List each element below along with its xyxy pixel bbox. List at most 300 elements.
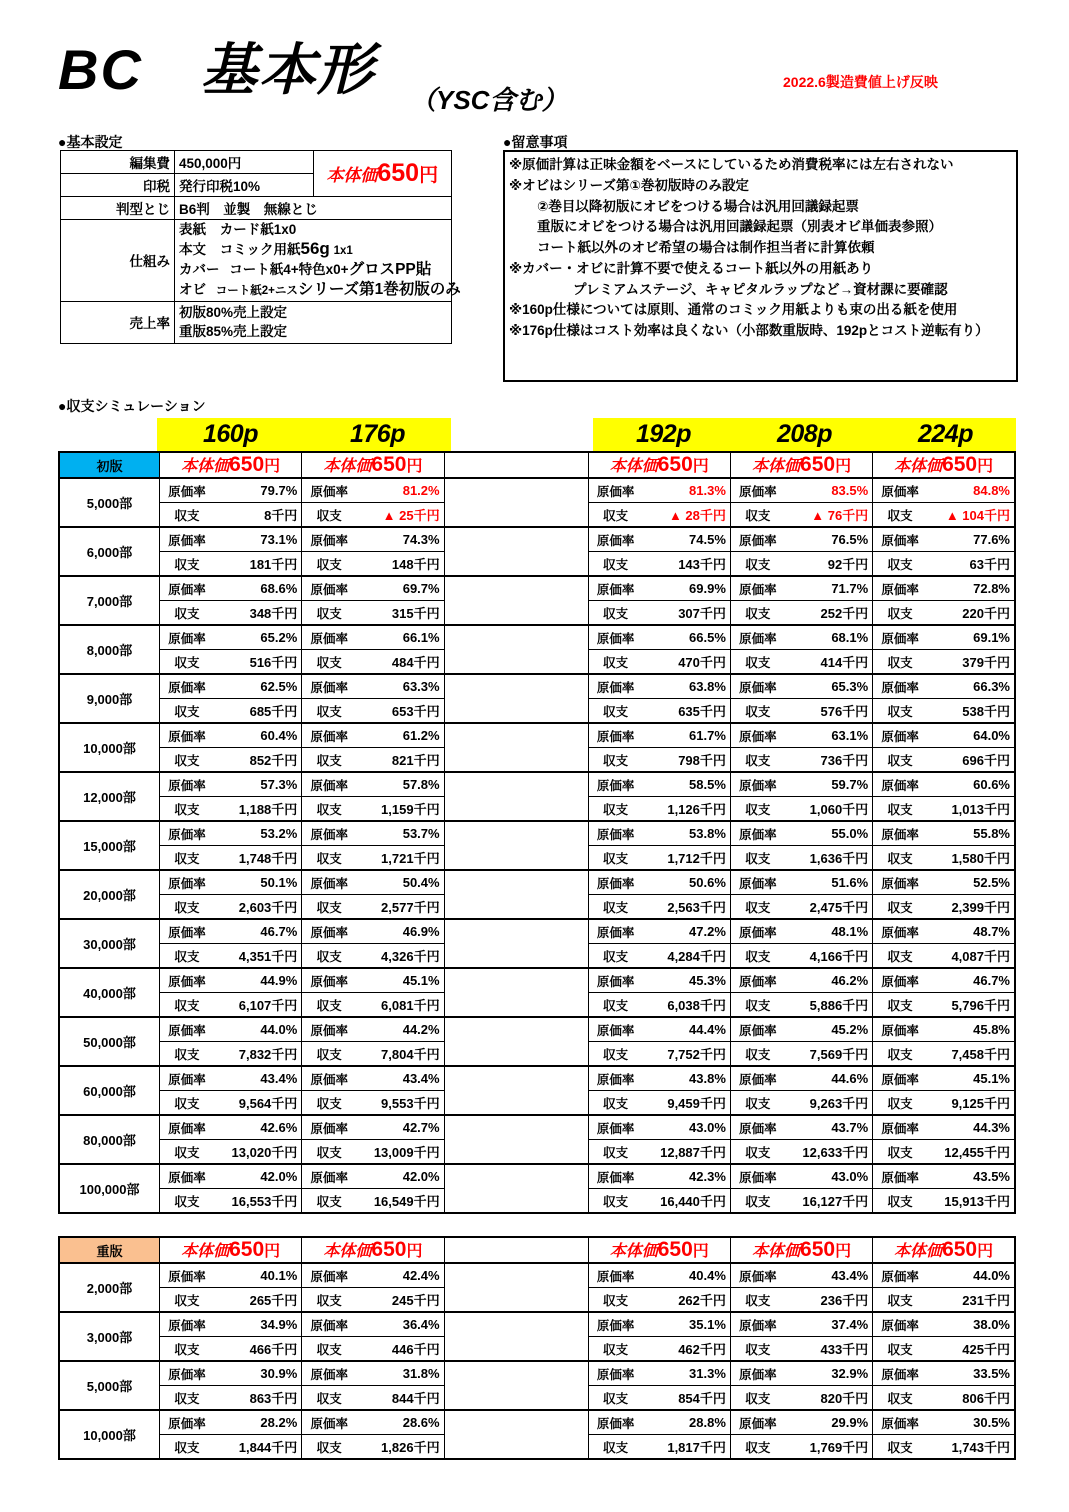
metric-label: 原価率 (596, 827, 635, 842)
balance-cell-160p (160, 1189, 302, 1214)
table-row (61, 151, 452, 174)
metric-value: 4,351千円 (238, 949, 298, 964)
balance-cell-192p (588, 895, 730, 920)
metric-label: 原価率 (310, 925, 349, 940)
metric-label: 収支 (887, 1293, 913, 1308)
cost-rate-cell-176p (302, 1312, 444, 1337)
print-run-label: 10,000部 (59, 723, 160, 772)
metric-value: 1,743千円 (951, 1440, 1010, 1455)
metric-value: 69.7% (402, 581, 440, 596)
cost-rate-cell-224p (873, 1361, 1015, 1386)
metric-label: 収支 (174, 606, 200, 621)
metric-label: 原価率 (168, 1416, 206, 1431)
metric-value: 44.6% (831, 1071, 869, 1086)
basic-settings-label: ●基本設定 (58, 134, 123, 150)
metric-value: 45.2% (831, 1022, 869, 1037)
metric-value: 46.7% (973, 973, 1010, 988)
metric-value: 65.2% (260, 630, 298, 645)
cost-rate-cell-192p (588, 723, 730, 748)
price-header-192p (588, 1237, 730, 1263)
metric-label: 原価率 (739, 1170, 777, 1185)
metric-value: 31.8% (402, 1366, 440, 1381)
metric-label: 収支 (603, 1096, 629, 1111)
metric-value: 1,636千円 (809, 851, 869, 866)
metric-label: 原価率 (168, 974, 206, 989)
metric-label: 原価率 (596, 925, 635, 940)
obi-value-condition: シリーズ第1巻初版のみ (297, 280, 461, 298)
metric-label: 収支 (316, 655, 342, 670)
price-prefix: 本体価 (609, 458, 658, 475)
price-amount: 650 (800, 1238, 836, 1261)
price-prefix: 本体価 (181, 458, 230, 475)
metric-label: 収支 (316, 1145, 342, 1160)
retail-price-prefix: 本体価 (326, 166, 378, 185)
balance-cell-160p (160, 1042, 302, 1067)
metric-label: 収支 (174, 655, 200, 670)
metric-label: 収支 (603, 1391, 629, 1406)
metric-label: 収支 (745, 508, 771, 523)
metric-label: 収支 (887, 704, 913, 719)
print-run-label: 9,000部 (59, 674, 160, 723)
metric-value: 2,577千円 (381, 900, 440, 915)
metric-label: 原価率 (310, 582, 349, 597)
balance-cell-224p (873, 797, 1015, 822)
metric-label: 収支 (603, 1047, 629, 1062)
cost-rate-cell-176p (302, 1410, 444, 1435)
cost-rate-cell-224p (873, 821, 1015, 846)
metric-value: 43.4% (402, 1071, 440, 1086)
metric-value: 92千円 (827, 557, 869, 572)
balance-cell-176p (302, 1435, 444, 1460)
page-subtitle: （YSC含む） (410, 85, 568, 115)
metric-label: 収支 (887, 1342, 913, 1357)
balance-cell-176p (302, 1337, 444, 1362)
balance-cell-160p (160, 797, 302, 822)
metric-label: 原価率 (168, 729, 206, 744)
metric-label: 収支 (745, 753, 771, 768)
metric-value: 63.3% (402, 679, 440, 694)
cost-rate-cell-224p (873, 723, 1015, 748)
metric-value: 484千円 (391, 655, 440, 670)
balance-cell-176p (302, 1091, 444, 1116)
metric-label: 原価率 (310, 1072, 349, 1087)
cost-rate-cell-160p (160, 870, 302, 895)
metric-label: 収支 (174, 1194, 200, 1209)
metric-value: 44.3% (973, 1120, 1010, 1135)
page-count-192p: 192p (636, 420, 691, 448)
metric-label: 原価率 (739, 631, 777, 646)
basic-settings-table (60, 150, 461, 344)
metric-value: 1,126千円 (667, 802, 726, 817)
price-prefix: 本体価 (894, 458, 943, 475)
balance-cell-176p (302, 895, 444, 920)
metric-value: 16,553千円 (231, 1194, 298, 1209)
metric-label: 原価率 (596, 876, 635, 891)
metric-value: 4,326千円 (381, 949, 440, 964)
cost-rate-cell-160p (160, 1410, 302, 1435)
metric-value: ▲ 76千円 (811, 508, 869, 523)
metric-value: 9,564千円 (238, 1096, 298, 1111)
spacer-column (444, 527, 588, 576)
format-label: 判型とじ (61, 197, 175, 220)
metric-label: 原価率 (168, 582, 206, 597)
metric-value: 43.5% (973, 1169, 1010, 1184)
balance-cell-192p (588, 993, 730, 1018)
table-row (59, 821, 1015, 846)
price-amount: 650 (800, 453, 836, 476)
metric-label: 収支 (745, 557, 771, 572)
metric-label: 収支 (745, 802, 771, 817)
balance-cell-176p (302, 503, 444, 528)
metric-label: 収支 (603, 802, 629, 817)
metric-label: 収支 (603, 949, 629, 964)
cost-rate-cell-208p (730, 1017, 872, 1042)
balance-cell-176p (302, 552, 444, 577)
metric-value: 74.5% (689, 532, 726, 547)
metric-label: 原価率 (739, 1072, 777, 1087)
metric-value: 7,804千円 (381, 1047, 440, 1062)
table-row (59, 1115, 1015, 1140)
metric-label: 原価率 (310, 729, 349, 744)
metric-label: 収支 (887, 1440, 913, 1455)
metric-label: 原価率 (596, 1416, 635, 1431)
spacer-column (444, 723, 588, 772)
table-row (59, 968, 1015, 993)
metric-label: 収支 (316, 949, 342, 964)
balance-cell-208p (730, 1435, 872, 1460)
metric-value: 57.3% (260, 777, 298, 792)
price-prefix: 本体価 (323, 1243, 372, 1260)
metric-value: 42.3% (689, 1169, 726, 1184)
metric-label: 収支 (174, 1440, 200, 1455)
cost-rate-cell-208p (730, 674, 872, 699)
metric-label: 原価率 (739, 533, 777, 548)
metric-value: ▲ 25千円 (382, 508, 440, 523)
metric-value: 13,009千円 (373, 1145, 440, 1160)
table-row (59, 1066, 1015, 1091)
price-prefix: 本体価 (181, 1243, 230, 1260)
balance-cell-176p (302, 601, 444, 626)
metric-label: 収支 (316, 802, 342, 817)
metric-label: 収支 (316, 1194, 342, 1209)
metric-label: 収支 (745, 1145, 771, 1160)
metric-value: 1,748千円 (238, 851, 298, 866)
balance-cell-208p (730, 993, 872, 1018)
price-header-224p (873, 452, 1015, 478)
metric-value: 1,159千円 (381, 802, 440, 817)
metric-label: 原価率 (168, 778, 206, 793)
metric-value: 45.1% (402, 973, 440, 988)
cost-rate-cell-224p (873, 625, 1015, 650)
cover-value: カード紙1x0 (219, 222, 297, 237)
balance-cell-176p (302, 650, 444, 675)
metric-value: 7,569千円 (809, 1047, 869, 1062)
metric-label: 収支 (887, 851, 913, 866)
metric-value: 696千円 (962, 753, 1010, 768)
balance-cell-224p (873, 993, 1015, 1018)
metric-value: 7,752千円 (667, 1047, 726, 1062)
cost-rate-cell-208p (730, 1312, 872, 1337)
metric-value: 57.8% (402, 777, 440, 792)
balance-cell-192p (588, 503, 730, 528)
metric-value: 63.1% (831, 728, 869, 743)
metric-value: 28.2% (260, 1415, 298, 1430)
metric-value: 50.6% (689, 875, 726, 890)
metric-value: 2,603千円 (238, 900, 298, 915)
spacer-column (444, 1361, 588, 1410)
cost-rate-cell-160p (160, 527, 302, 552)
metric-label: 原価率 (881, 1121, 919, 1136)
table-row (59, 1164, 1015, 1189)
note-line-1: ※原価計算は正味金額をベースにしているため消費税率には左右されない (509, 157, 954, 172)
metric-label: 原価率 (881, 729, 919, 744)
metric-label: 原価率 (310, 827, 349, 842)
format-value: B6判 並製 無線とじ (175, 197, 452, 220)
metric-label: 原価率 (168, 631, 206, 646)
metric-label: 収支 (745, 655, 771, 670)
metric-label: 原価率 (596, 631, 635, 646)
balance-cell-208p (730, 944, 872, 969)
metric-label: 原価率 (596, 974, 635, 989)
metric-value: 84.8% (973, 483, 1010, 498)
cost-rate-cell-224p (873, 576, 1015, 601)
metric-value: 6,038千円 (667, 998, 726, 1013)
metric-label: 原価率 (310, 1170, 349, 1185)
editing-fee-value: 450,000円 (175, 151, 314, 174)
metric-label: 原価率 (310, 1367, 349, 1382)
metric-label: 原価率 (739, 876, 777, 891)
metric-value: 5,886千円 (809, 998, 869, 1013)
balance-cell-208p (730, 503, 872, 528)
cost-rate-cell-192p (588, 919, 730, 944)
balance-cell-224p (873, 552, 1015, 577)
balance-cell-208p (730, 846, 872, 871)
metric-value: 43.0% (689, 1120, 726, 1135)
cost-rate-cell-160p (160, 1066, 302, 1091)
metric-label: 原価率 (596, 582, 635, 597)
table-row (61, 197, 452, 220)
metric-value: 81.2% (402, 483, 440, 498)
metric-value: 433千円 (820, 1342, 869, 1357)
cost-rate-cell-160p (160, 478, 302, 503)
balance-cell-176p (302, 1189, 444, 1214)
spacer-column (444, 1066, 588, 1115)
metric-label: 原価率 (739, 1269, 777, 1284)
balance-cell-208p (730, 1189, 872, 1214)
metric-label: 収支 (887, 900, 913, 915)
metric-label: 原価率 (168, 1318, 206, 1333)
cost-rate-cell-224p (873, 478, 1015, 503)
cost-rate-cell-160p (160, 625, 302, 650)
metric-value: 42.4% (402, 1268, 440, 1283)
metric-value: 262千円 (678, 1293, 726, 1308)
metric-value: 44.0% (260, 1022, 298, 1037)
metric-value: 43.0% (831, 1169, 869, 1184)
balance-cell-208p (730, 895, 872, 920)
metric-value: 1,580千円 (951, 851, 1010, 866)
balance-cell-192p (588, 650, 730, 675)
cost-rate-cell-176p (302, 870, 444, 895)
table-row (59, 625, 1015, 650)
metric-label: 原価率 (168, 1170, 206, 1185)
cost-rate-cell-192p (588, 870, 730, 895)
print-run-label: 5,000部 (59, 478, 160, 527)
balance-cell-160p (160, 846, 302, 871)
metric-value: 48.7% (973, 924, 1010, 939)
metric-label: 原価率 (881, 680, 919, 695)
metric-label: 収支 (603, 508, 629, 523)
metric-value: 61.7% (689, 728, 726, 743)
metric-label: 収支 (316, 1047, 342, 1062)
metric-value: 9,553千円 (381, 1096, 440, 1111)
spacer-column (444, 772, 588, 821)
balance-cell-192p (588, 1337, 730, 1362)
print-run-label: 12,000部 (59, 772, 160, 821)
metric-label: 原価率 (168, 533, 206, 548)
metric-label: 原価率 (596, 533, 635, 548)
metric-label: 収支 (745, 1096, 771, 1111)
metric-value: 470千円 (678, 655, 726, 670)
cost-rate-cell-208p (730, 821, 872, 846)
balance-cell-208p (730, 797, 872, 822)
balance-cell-224p (873, 601, 1015, 626)
balance-cell-208p (730, 699, 872, 724)
metric-label: 収支 (745, 1293, 771, 1308)
metric-label: 収支 (316, 753, 342, 768)
metric-value: 315千円 (391, 606, 440, 621)
balance-cell-160p (160, 601, 302, 626)
price-amount: 650 (657, 1238, 693, 1261)
metric-label: 原価率 (881, 925, 919, 940)
cost-rate-cell-208p (730, 870, 872, 895)
metric-value: 414千円 (820, 655, 869, 670)
metric-value: 1,060千円 (809, 802, 869, 817)
cost-rate-cell-192p (588, 968, 730, 993)
balance-cell-176p (302, 944, 444, 969)
balance-cell-192p (588, 748, 730, 773)
metric-label: 収支 (745, 1440, 771, 1455)
metric-value: 348千円 (249, 606, 298, 621)
metric-label: 原価率 (168, 925, 206, 940)
balance-cell-160p (160, 699, 302, 724)
metric-value: 44.2% (402, 1022, 440, 1037)
cost-rate-cell-176p (302, 478, 444, 503)
balance-cell-192p (588, 1288, 730, 1313)
metric-label: 収支 (887, 655, 913, 670)
metric-label: 収支 (603, 557, 629, 572)
metric-label: 原価率 (596, 1072, 635, 1087)
note-line-8: ※160p仕様については原則、通常のコミック用紙よりも束の出る紙を使用 (509, 302, 958, 318)
metric-label: 原価率 (881, 582, 919, 597)
cost-rate-cell-224p (873, 1410, 1015, 1435)
metric-value: 66.3% (973, 679, 1010, 694)
balance-cell-160p (160, 1337, 302, 1362)
metric-value: 65.3% (831, 679, 869, 694)
cost-rate-cell-208p (730, 919, 872, 944)
cost-rate-cell-192p (588, 1312, 730, 1337)
cost-rate-cell-208p (730, 576, 872, 601)
balance-cell-160p (160, 1091, 302, 1116)
metric-value: 43.7% (831, 1120, 869, 1135)
metric-value: 69.9% (689, 581, 726, 596)
metric-value: 58.5% (689, 777, 726, 792)
price-suffix: 円 (835, 1243, 852, 1260)
metric-label: 原価率 (739, 1416, 777, 1431)
balance-cell-192p (588, 699, 730, 724)
retail-price-box (313, 151, 452, 197)
metric-label: 収支 (745, 998, 771, 1013)
metric-value: 53.8% (689, 826, 726, 841)
spacer-column (444, 625, 588, 674)
metric-value: 37.4% (831, 1317, 869, 1332)
cost-rate-cell-176p (302, 1115, 444, 1140)
metric-value: 48.1% (831, 924, 869, 939)
metric-label: 収支 (887, 1391, 913, 1406)
metric-value: 7,832千円 (238, 1047, 298, 1062)
metric-label: 収支 (745, 1391, 771, 1406)
cost-rate-cell-176p (302, 919, 444, 944)
page-count-176p: 176p (350, 420, 405, 448)
spacer-column (444, 821, 588, 870)
balance-cell-160p (160, 748, 302, 773)
metric-value: 576千円 (820, 704, 869, 719)
balance-cell-160p (160, 1435, 302, 1460)
page-count-band (157, 418, 1016, 451)
metric-label: 収支 (316, 851, 342, 866)
metric-value: 245千円 (391, 1293, 440, 1308)
obi-value-paper: コート紙2+ニス (215, 284, 298, 297)
price-header-160p (160, 452, 302, 478)
price-header-192p (588, 452, 730, 478)
metric-label: 収支 (174, 998, 200, 1013)
metric-label: 収支 (603, 655, 629, 670)
metric-label: 原価率 (168, 1023, 206, 1038)
metric-value: 12,455千円 (944, 1145, 1010, 1160)
metric-label: 原価率 (881, 1416, 919, 1431)
metric-label: 収支 (316, 557, 342, 572)
balance-cell-224p (873, 1337, 1015, 1362)
balance-cell-192p (588, 1091, 730, 1116)
metric-value: ▲ 28千円 (668, 508, 726, 523)
mechanism-value (175, 220, 461, 302)
metric-label: 原価率 (168, 680, 206, 695)
metric-label: 原価率 (739, 729, 777, 744)
metric-value: 45.8% (973, 1022, 1010, 1037)
metric-label: 原価率 (881, 1269, 919, 1284)
metric-value: 28.6% (402, 1415, 440, 1430)
balance-cell-208p (730, 552, 872, 577)
cost-rate-cell-160p (160, 1115, 302, 1140)
royalty-label: 印税 (61, 174, 175, 197)
metric-value: 60.4% (260, 728, 298, 743)
metric-value: 806千円 (962, 1391, 1010, 1406)
cost-rate-cell-192p (588, 1066, 730, 1091)
cost-rate-cell-224p (873, 1312, 1015, 1337)
balance-cell-192p (588, 601, 730, 626)
metric-value: 2,563千円 (667, 900, 726, 915)
price-suffix: 円 (264, 1243, 281, 1260)
cost-rate-cell-192p (588, 772, 730, 797)
metric-value: 46.9% (402, 924, 440, 939)
metric-value: 51.6% (831, 875, 869, 890)
metric-label: 収支 (603, 1342, 629, 1357)
metric-value: 68.6% (260, 581, 298, 596)
cost-rate-cell-208p (730, 1361, 872, 1386)
balance-cell-208p (730, 1042, 872, 1067)
price-suffix: 円 (977, 1243, 994, 1260)
metric-value: 53.2% (260, 826, 298, 841)
metric-value: 9,263千円 (809, 1096, 869, 1111)
